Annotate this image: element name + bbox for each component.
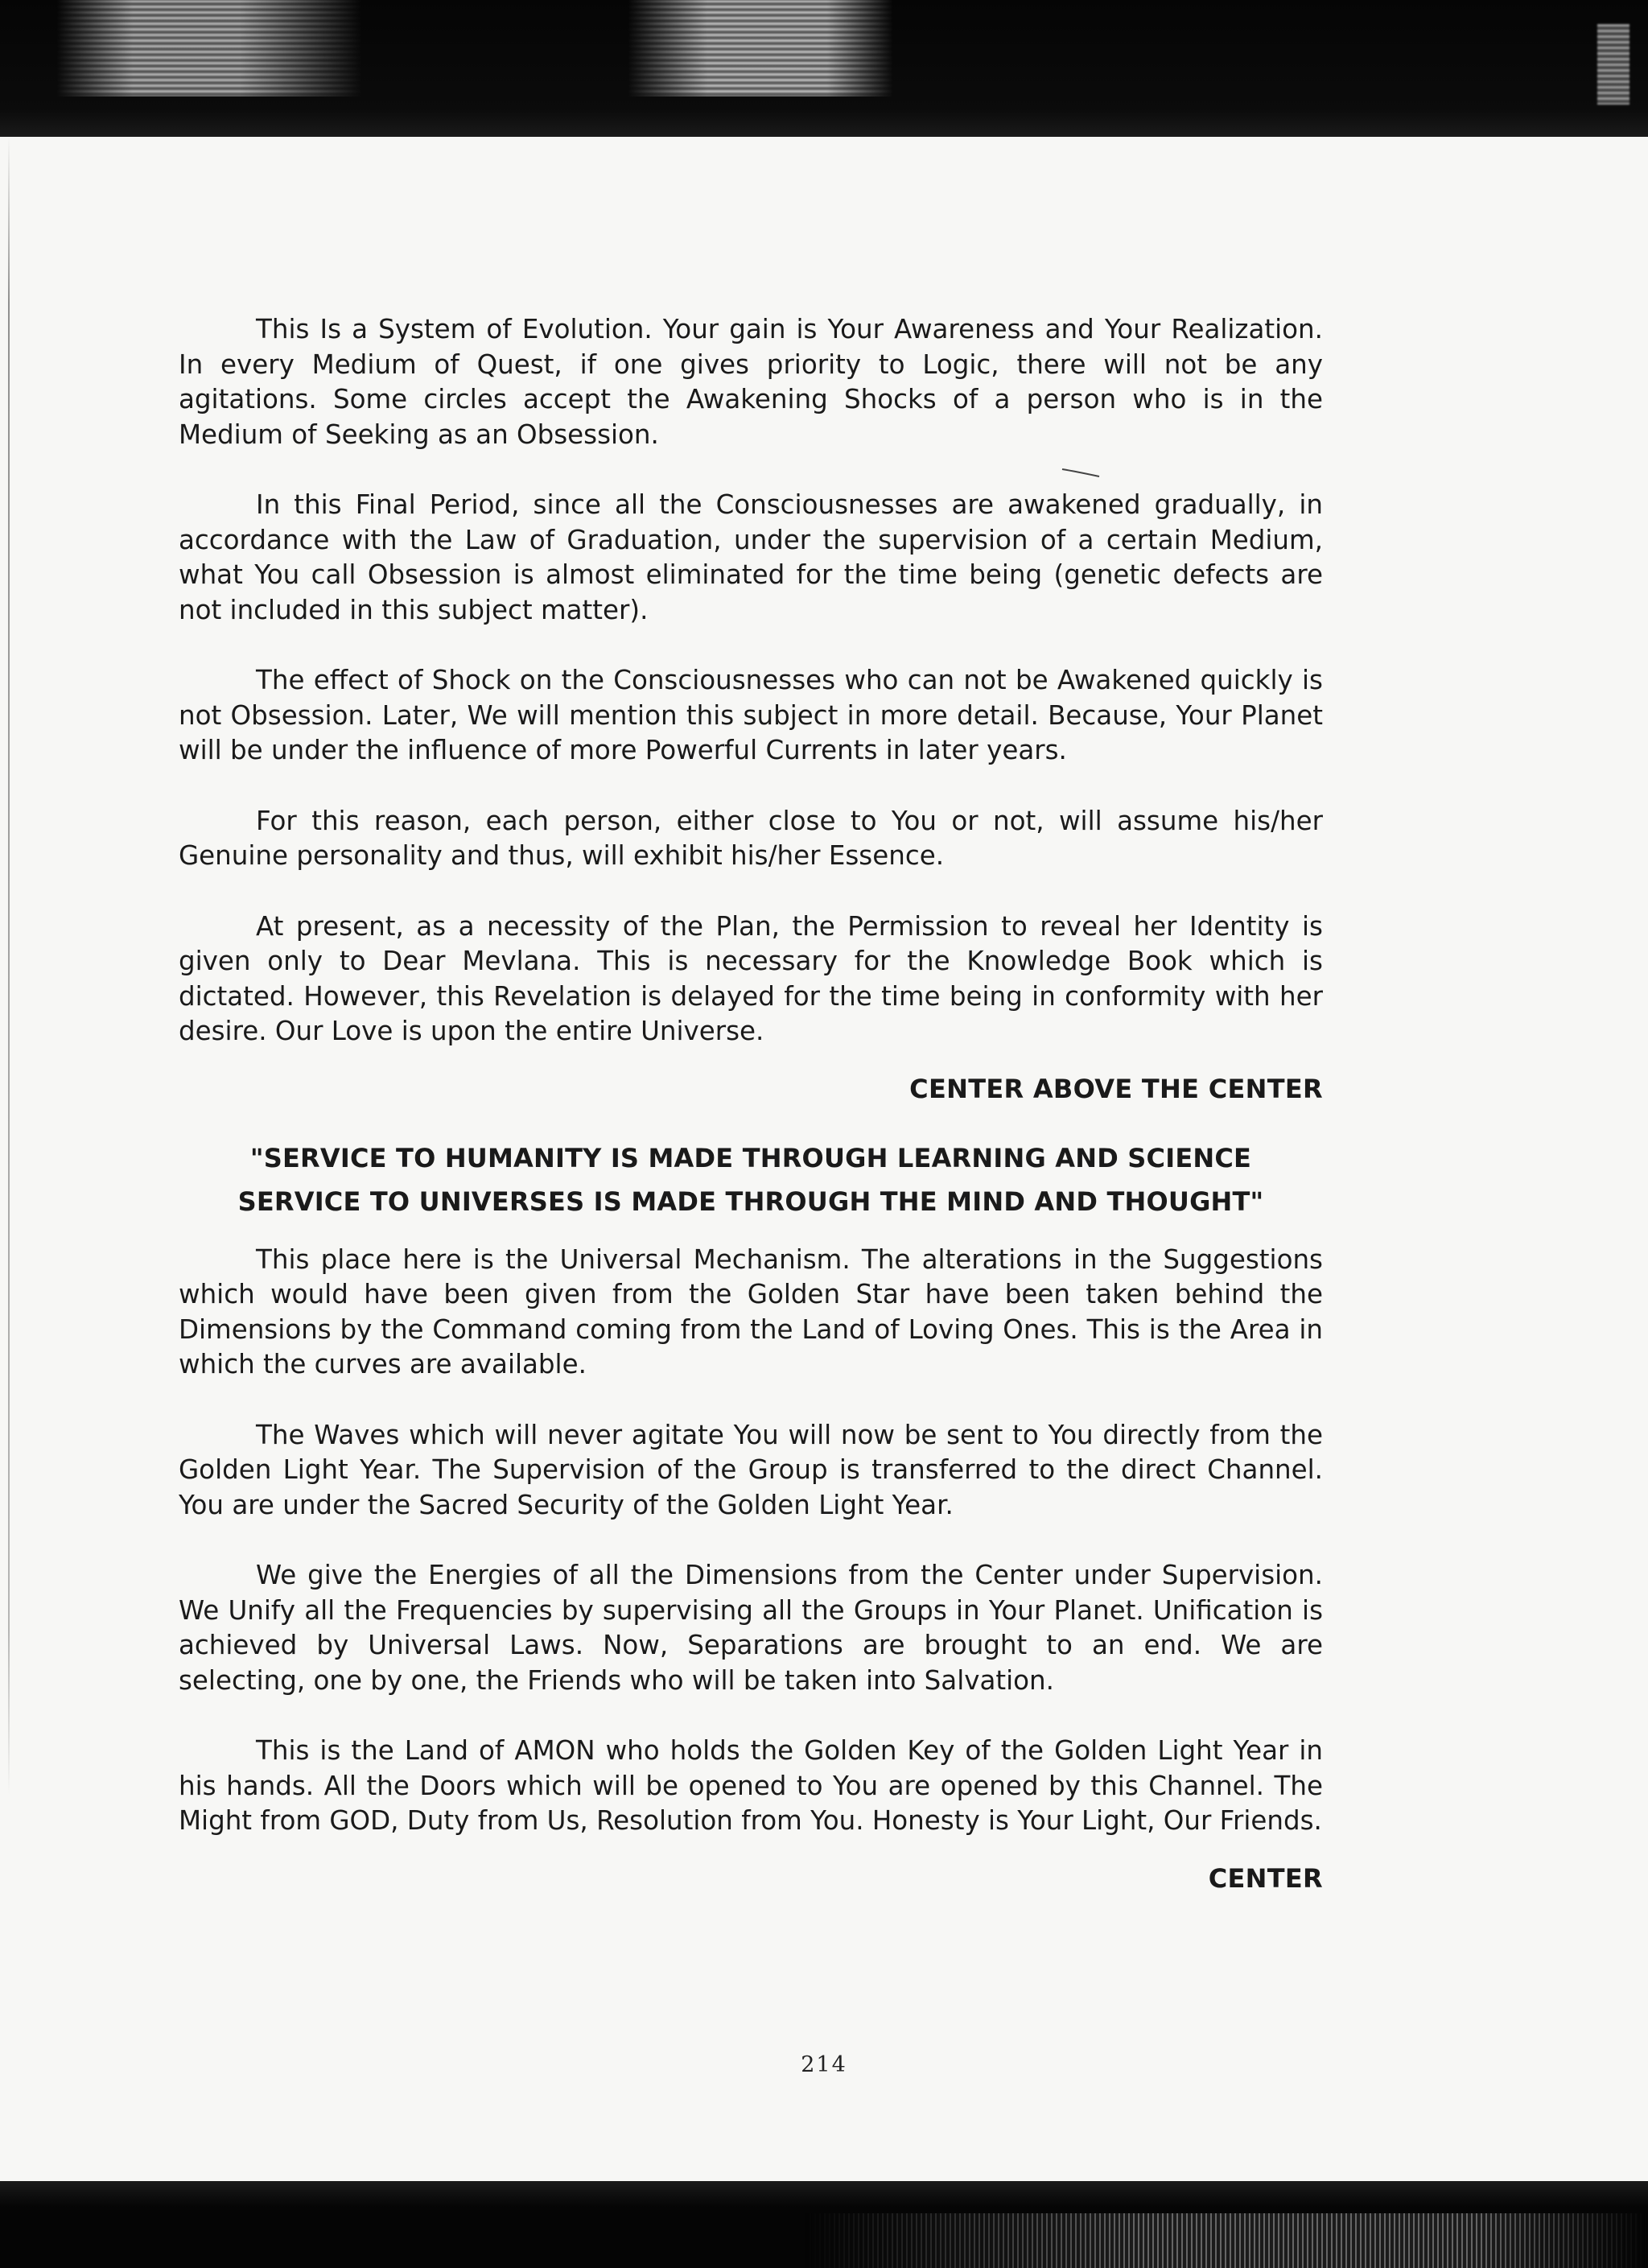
- quote-line-2: SERVICE TO UNIVERSES IS MADE THROUGH THE MIND AND THOUGHT": [237, 1186, 1264, 1217]
- page-number: 214: [801, 2052, 847, 2077]
- scan-streak: [1597, 24, 1629, 105]
- scan-streak: [628, 0, 893, 97]
- paragraph: In this Final Period, since all the Consciousnesses are awakened gradually, in accordance with the Law of Graduation, under the supervision of a certain Medium, what You call Obsession is almost eliminated for the time being (genetic defects are not included in this subject matter).: [179, 489, 1323, 625]
- quote-line-1: "SERVICE TO HUMANITY IS MADE THROUGH LEARNING AND SCIENCE: [249, 1142, 1252, 1173]
- page-body: [179, 312, 1323, 1926]
- paragraph: We give the Energies of all the Dimensions from the Center under Supervision. We Unify all the Frequencies by supervising all the Groups in Your Planet. Unification is achieved by Universal Laws. Now, Separations are brought to an end. We are selecting, one by one, the Friends who will be taken into Salvation.: [179, 1560, 1323, 1696]
- signature-center-above-the-center: CENTER ABOVE THE CENTER: [909, 1073, 1323, 1104]
- paragraph: This place here is the Universal Mechanism. The alterations in the Suggestions which would have been given from the Golden Star have been taken behind the Dimensions by the Command coming from the Land of Loving Ones. This is the Area in which the curves are available.: [179, 1243, 1323, 1379]
- paragraph: At present, as a necessity of the Plan, the Permission to reveal her Identity is given only to Dear Mevlana. This is necessary for the Knowledge Book which is dictated. However, this Revelation is delayed for the time being in conformity with her desire. Our Love is upon the entire Universe.: [179, 910, 1323, 1046]
- scan-top-border: [0, 0, 1648, 137]
- scan-streak: [56, 0, 362, 97]
- scan-bottom-border: [0, 2181, 1648, 2268]
- paragraph: The effect of Shock on the Consciousnesses who can not be Awakened quickly is not Obsession. Later, We will mention this subject in more detail. Because, Your Planet will be under the influence of more Powerful Currents in later years.: [179, 665, 1323, 765]
- paragraph: This Is a System of Evolution. Your gain is Your Awareness and Your Realization. In every Medium of Quest, if one gives priority to Logic, there will not be any agitations. Some circles accept the Awakening Shocks of a person who is in the Medium of Seeking as an Obsession.: [179, 314, 1323, 450]
- paragraph: For this reason, each person, either close to You or not, will assume his/her Genuine personality and thus, will exhibit his/her Essence.: [179, 805, 1323, 871]
- scan-margin-line: [8, 137, 10, 1795]
- paragraph: This is the Land of AMON who holds the Golden Key of the Golden Light Year in his hands. All the Doors which will be opened to You are opened by this Channel. The Might from GOD, Duty from Us, Resolution from You. Honesty is Your Light, Our Friends.: [179, 1735, 1323, 1836]
- paragraph: The Waves which will never agitate You will now be sent to You directly from the Golden Light Year. The Supervision of the Group is transferred to the direct Channel. You are under the Sacred Security of the Golden Light Year.: [179, 1419, 1323, 1520]
- scan-streak: [805, 2213, 1648, 2268]
- signature-center: CENTER: [1208, 1862, 1323, 1894]
- quote-heading: [179, 1136, 1323, 1223]
